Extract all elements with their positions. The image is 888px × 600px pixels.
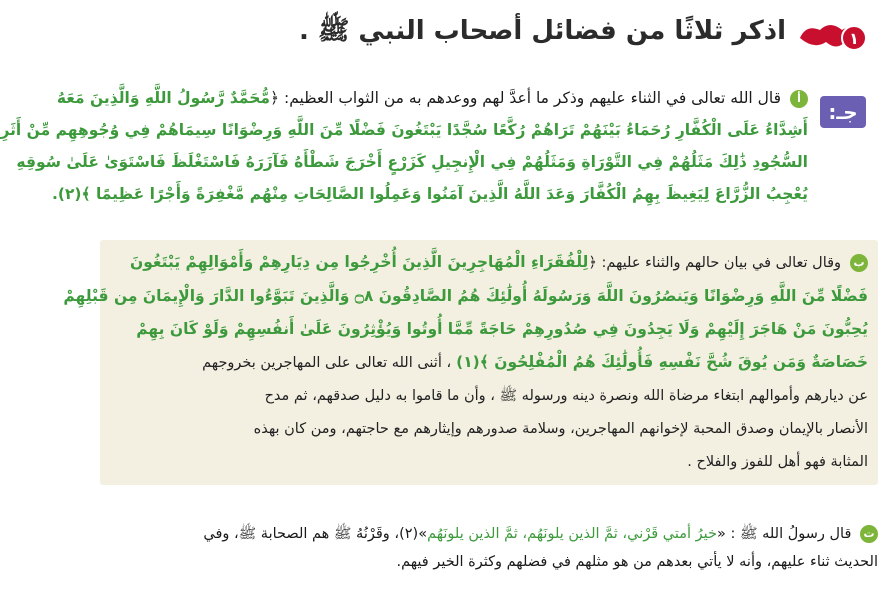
section-b [63, 240, 878, 485]
section-c-line-2: الحديث ثناء عليهم، وأنه لا يأتي بعدهم من هو مثلهم في فضلهم وكثرة الخير فيهم. [396, 554, 878, 570]
section-c-intro: قال رسولُ الله ﷺ : « [716, 526, 852, 542]
verse-line: يُحِبُّونَ مَنْ هَاجَرَ إِلَيْهِمْ وَلَا يَجِدُونَ فِي صُدُورِهِمْ حَاجَةً مِّمَّا أُوتُوا وَيُؤْثِرُونَ عَلَىٰ أَنفُسِهِمْ وَلَوْ كَانَ بِهِمْ [136, 320, 868, 338]
verse-line: يُعْجِبُ الزُّرَّاعَ لِيَغِيظَ بِهِمُ الْكُفَّارَ وَعَدَ اللَّهُ الَّذِينَ آمَنُوا وَعَمِلُوا الصَّالِحَاتِ مِنْهُم مَّغْفِرَةً وَأَجْرًا عَظِيمًا ﴾(٢). [51, 185, 808, 203]
section-b-line-1 [110, 246, 868, 280]
question-header [102, 8, 874, 66]
verse-line: خَصَاصَةٌ وَمَن يُوقَ شُحَّ نَفْسِهِ فَأُولَٰئِكَ هُمُ الْمُفْلِحُونَ ﴾(١) [456, 353, 868, 371]
section-c-line-1 [100, 520, 878, 548]
section-a-intro: قال الله تعالى في الثناء عليهم وذكر ما أعدَّ لهم ووعدهم به من الثواب العظيم: ﴿ [269, 89, 782, 107]
hadith-text: خيرُ أمتي قَرْني، ثمَّ الذين يلونَهُم، ثمَّ الذين يلونَهُم [427, 526, 717, 542]
explanation-text: ، أثنى الله تعالى على المهاجرين بخروجهم [202, 355, 452, 371]
verse-line: لِلْفُقَرَاءِ الْمُهَاجِرِينَ الَّذِينَ أُخْرِجُوا مِن دِيَارِهِمْ وَأَمْوَالِهِمْ يَبْتَغُونَ [129, 253, 589, 271]
verse-line: مُّحَمَّدٌ رَّسُولُ اللَّهِ وَالَّذِينَ مَعَهُ [56, 89, 270, 107]
explanation-line: المثابة فهو أهل للفوز والفلاح . [687, 454, 868, 470]
question-number-badge-icon [796, 18, 868, 58]
section-b-marker: ب [850, 254, 868, 272]
verse-line: السُّجُودِ ذَٰلِكَ مَثَلُهُمْ فِي التَّوْرَاةِ وَمَثَلُهُمْ فِي الْإِنجِيلِ كَزَرْعٍ أَخْرَجَ شَطْأَهُ فَآزَرَهُ فَاسْتَغْلَظَ فَاسْتَوَىٰ عَلَىٰ سُوقِهِ [16, 153, 808, 171]
section-a-line-1 [56, 82, 808, 114]
section-b-intro: وقال تعالى في بيان حالهم والثناء عليهم: ﴿ [588, 255, 842, 271]
verse-line: أَشِدَّاءُ عَلَى الْكُفَّارِ رُحَمَاءُ بَيْنَهُمْ تَرَاهُمْ رُكَّعًا سُجَّدًا يَبْتَغُونَ فَضْلًا مِّنَ اللَّهِ وَرِضْوَانًا سِيمَاهُمْ فِي وُجُوهِهِم مِّنْ أَثَرِ [0, 121, 808, 139]
question-title: اذكر ثلاثًا من فضائل أصحاب النبي ﷺ . [299, 16, 786, 46]
section-b-line-4 [110, 346, 868, 380]
section-a-marker: أ [790, 90, 808, 108]
section-a [0, 82, 808, 210]
answer-label: جـ: [820, 96, 866, 128]
explanation-line: عن ديارهم وأموالهم ابتغاء مرضاة الله ونصرة دينه ورسوله ﷺ ، وأن ما قاموا به دليل صدقهم، ثم مدح [264, 388, 868, 404]
verse-line: فَضْلًا مِّنَ اللَّهِ وَرِضْوَانًا وَيَنصُرُونَ اللَّهَ وَرَسُولَهُ أُولَٰئِكَ هُمُ الصَّادِقُونَ ۝٨ وَالَّذِينَ تَبَوَّءُوا الدَّارَ وَالْإِيمَانَ مِن قَبْلِهِمْ [63, 287, 868, 305]
question-number: ١ [849, 29, 859, 48]
explanation-line: الأنصار بالإيمان وصدق المحبة لإخوانهم المهاجرين، وسلامة صدورهم وإيثارهم مع حاجتهم، ومن كان بهذه [253, 421, 868, 437]
section-c-after-hadith: »(٢)، وقَرْنُهُ ﷺ هم الصحابة ﷺ، وفي [203, 526, 428, 542]
section-c-marker: ت [860, 525, 878, 543]
section-c [100, 520, 878, 576]
